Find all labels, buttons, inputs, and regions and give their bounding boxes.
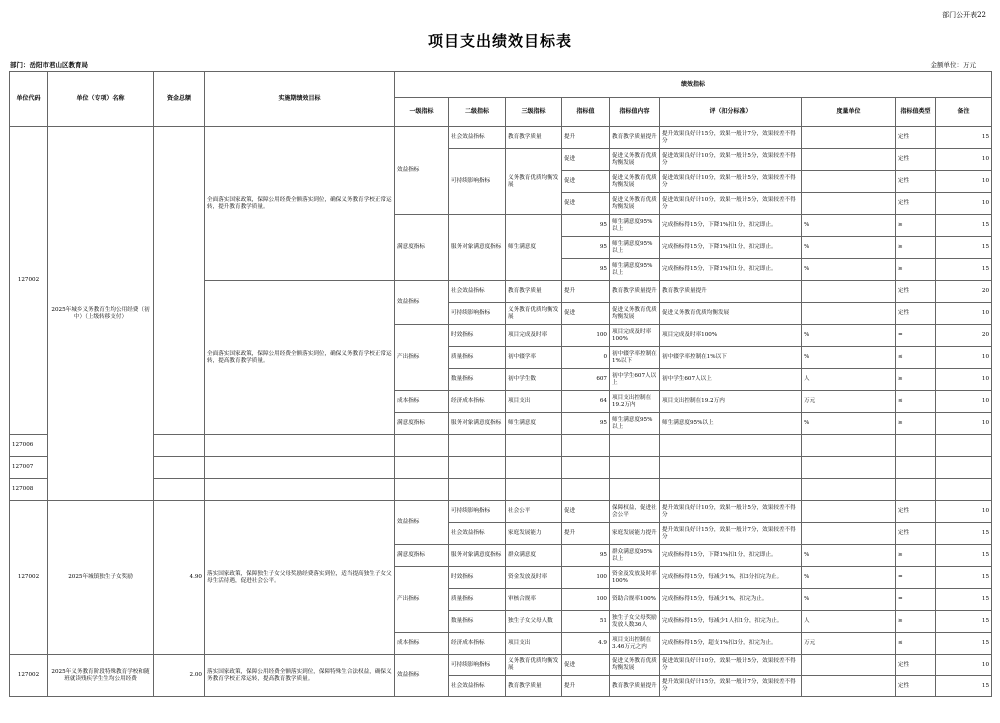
value-cell: 95 (562, 215, 610, 237)
standard-cell: 完成指标得15分，每减少1%，扣3分扣完为止。 (660, 567, 802, 589)
note-cell: 20 (936, 325, 992, 347)
content-cell: 群众满意度95%以上 (610, 545, 660, 567)
l1-cell: 成本指标 (395, 391, 449, 413)
fund-total: 4.90 (154, 501, 205, 655)
standard-cell: 促进效果良好计10分，效果一般计5分，效果较差不得分 (660, 171, 802, 193)
note-cell: 15 (936, 523, 992, 545)
type-cell: = (896, 325, 936, 347)
measure-cell (802, 281, 896, 303)
note-cell: 15 (936, 633, 992, 655)
content-cell: 师生满意度95%以上 (610, 237, 660, 259)
content-cell: 初中学生607人以上 (610, 369, 660, 391)
content-cell: 保障权益，促进社会公平 (610, 501, 660, 523)
unit-code: 127002 (10, 655, 48, 697)
unit-code: 127002 (10, 127, 48, 435)
note-cell: 10 (936, 347, 992, 369)
note-cell: 10 (936, 655, 992, 676)
l2-cell: 经济成本指标 (449, 391, 506, 413)
unit-code: 127006 (10, 435, 48, 457)
l2-cell: 可持续影响指标 (449, 655, 506, 676)
l3-cell: 群众满意度 (506, 545, 562, 567)
table-row (10, 655, 992, 676)
standard-cell: 提升效果良好计15分，效果一般计7分，效果较差不得分 (660, 523, 802, 545)
page-code: 部门公开表22 (942, 11, 986, 19)
standard-cell: 项目完成及时率100% (660, 325, 802, 347)
value-cell: 促进 (562, 303, 610, 325)
type-cell: ≥ (896, 259, 936, 281)
content-cell: 促进义务教育优质均衡发展 (610, 149, 660, 171)
content-cell: 师生满意度95%以上 (610, 413, 660, 435)
l3-cell: 项目支出 (506, 633, 562, 655)
standard-cell: 促进效果良好计10分，效果一般计5分，效果较差不得分 (660, 149, 802, 171)
value-cell: 64 (562, 391, 610, 413)
l2-cell: 可持续影响指标 (449, 303, 506, 325)
type-cell: = (896, 589, 936, 611)
standard-cell: 提升效果良好计10分，效果一般计5分，效果较差不得分 (660, 501, 802, 523)
type-cell: 定性 (896, 281, 936, 303)
standard-cell: 完成指标得15分，每减少1人扣1分，扣完为止。 (660, 611, 802, 633)
content-cell: 师生满意度95%以上 (610, 259, 660, 281)
note-cell: 15 (936, 611, 992, 633)
value-cell: 95 (562, 259, 610, 281)
value-cell: 100 (562, 589, 610, 611)
l1-cell: 满意度指标 (395, 545, 449, 567)
l3-cell: 教育教学质量 (506, 676, 562, 697)
measure-cell: % (802, 567, 896, 589)
standard-cell: 促进效果良好计10分，效果一般计5分，效果较差不得分 (660, 655, 802, 676)
measure-cell: % (802, 545, 896, 567)
header-value: 指标值 (562, 98, 610, 127)
value-cell: 51 (562, 611, 610, 633)
type-cell: = (896, 567, 936, 589)
value-cell: 促进 (562, 193, 610, 215)
note-cell: 10 (936, 149, 992, 171)
measure-cell: % (802, 237, 896, 259)
type-cell: 定性 (896, 655, 936, 676)
measure-cell: % (802, 259, 896, 281)
content-cell: 教育教学质量提升 (610, 676, 660, 697)
standard-cell: 完成指标得15分，每减少1%，扣完为止。 (660, 589, 802, 611)
standard-cell: 提升效果良好计15分，效果一般计7分，效果较差不得分 (660, 676, 802, 697)
note-cell: 15 (936, 237, 992, 259)
l2-cell: 服务对象满意度指标 (449, 413, 506, 435)
table-row (10, 501, 992, 523)
value-cell: 提升 (562, 523, 610, 545)
measure-cell: % (802, 347, 896, 369)
unit-code: 127007 (10, 457, 48, 479)
header-goal: 实施期绩效目标 (205, 72, 395, 127)
note-cell: 15 (936, 127, 992, 149)
header-fund: 资金总额 (154, 72, 205, 127)
l1-cell: 效益指标 (395, 127, 449, 215)
content-cell: 促进义务教育优质均衡发展 (610, 193, 660, 215)
note-cell: 15 (936, 567, 992, 589)
type-cell: 定性 (896, 676, 936, 697)
content-cell: 资助合规率100% (610, 589, 660, 611)
l3-cell: 义务教育优质均衡发展 (506, 149, 562, 215)
l1-cell: 效益指标 (395, 655, 449, 697)
note-cell: 10 (936, 391, 992, 413)
l2-cell: 数量指标 (449, 611, 506, 633)
header-code: 单位代码 (10, 72, 48, 127)
header-l2: 二级指标 (449, 98, 506, 127)
value-cell: 95 (562, 237, 610, 259)
value-cell: 607 (562, 369, 610, 391)
l2-cell: 可持续影响指标 (449, 149, 506, 215)
standard-cell: 初中学生607人以上 (660, 369, 802, 391)
content-cell: 促进义务教育优质均衡发展 (610, 171, 660, 193)
note-cell: 10 (936, 413, 992, 435)
l2-cell: 服务对象满意度指标 (449, 545, 506, 567)
goal-text: 全面落实国家政策，保障公用经费全额落实到位，确保义务教育学校正常运转，提升教育教学质量。 (205, 127, 395, 281)
value-cell: 促进 (562, 149, 610, 171)
note-cell: 15 (936, 545, 992, 567)
l1-cell: 产出指标 (395, 567, 449, 633)
type-cell: 定性 (896, 523, 936, 545)
l3-cell: 独生子女父母人数 (506, 611, 562, 633)
fund-total (154, 127, 205, 435)
amount-unit: 金额单位：万元 (930, 61, 976, 69)
type-cell: ≥ (896, 413, 936, 435)
value-cell: 促进 (562, 501, 610, 523)
measure-cell: % (802, 413, 896, 435)
l1-cell: 满意度指标 (395, 413, 449, 435)
value-cell: 提升 (562, 281, 610, 303)
measure-cell (802, 655, 896, 676)
measure-cell: 万元 (802, 633, 896, 655)
header-l3: 三级指标 (506, 98, 562, 127)
type-cell: 定性 (896, 149, 936, 171)
measure-cell: % (802, 589, 896, 611)
l3-cell: 教育教学质量 (506, 281, 562, 303)
content-cell: 资金及发放及时率100% (610, 567, 660, 589)
note-cell: 15 (936, 589, 992, 611)
l2-cell: 可持续影响指标 (449, 501, 506, 523)
value-cell: 100 (562, 325, 610, 347)
l1-cell: 效益指标 (395, 501, 449, 545)
l1-cell: 产出指标 (395, 325, 449, 391)
standard-cell: 师生满意度95%以上 (660, 413, 802, 435)
measure-cell (802, 171, 896, 193)
type-cell: ≥ (896, 369, 936, 391)
note-cell: 10 (936, 193, 992, 215)
standard-cell: 教育教学质量提升 (660, 281, 802, 303)
type-cell: 定性 (896, 193, 936, 215)
note-cell: 10 (936, 501, 992, 523)
l3-cell: 家庭发展能力 (506, 523, 562, 545)
measure-cell: % (802, 215, 896, 237)
l3-cell: 审核合规率 (506, 589, 562, 611)
type-cell: 定性 (896, 303, 936, 325)
value-cell: 促进 (562, 171, 610, 193)
l3-cell: 项目支出 (506, 391, 562, 413)
content-cell: 项目完成及时率100% (610, 325, 660, 347)
type-cell: ≤ (896, 347, 936, 369)
l3-cell: 初中学生数 (506, 369, 562, 391)
note-cell: 15 (936, 259, 992, 281)
page-title: 项目支出绩效目标表 (427, 32, 572, 50)
standard-cell: 完成指标得15分，下降1%扣1分，扣完即止。 (660, 545, 802, 567)
l3-cell: 初中辍学率 (506, 347, 562, 369)
l2-cell: 社会效益指标 (449, 281, 506, 303)
note-cell: 20 (936, 281, 992, 303)
goal-text: 落实国家政策，保障公用经费全额落实到位，保障特殊生合法权益，确保义务教育学校正常运转，提高教育教学质量。 (205, 655, 395, 697)
l2-cell: 数量指标 (449, 369, 506, 391)
header-note: 备注 (936, 98, 992, 127)
header-standard: 评（扣分标准） (660, 98, 802, 127)
header-row-1 (10, 72, 992, 98)
value-cell: 0 (562, 347, 610, 369)
unit-code: 127002 (10, 501, 48, 655)
standard-cell: 初中辍学率控制在1%以下 (660, 347, 802, 369)
content-cell: 初中辍学率控制在1%以下 (610, 347, 660, 369)
header-indicators: 绩效指标 (395, 72, 992, 98)
header-name: 单位（专项）名称 (48, 72, 154, 127)
l3-cell: 项目完成及时率 (506, 325, 562, 347)
content-cell: 教育教学质量提升 (610, 127, 660, 149)
project-name: 2025年城乡义务教育生均公用经费（初中）（上级转移支付） (48, 127, 154, 501)
header-l1: 一级指标 (395, 98, 449, 127)
content-cell: 教育教学质量提升 (610, 281, 660, 303)
type-cell: 定性 (896, 501, 936, 523)
l3-cell: 义务教育优质均衡发展 (506, 303, 562, 325)
l2-cell: 质量指标 (449, 347, 506, 369)
l2-cell: 质量指标 (449, 589, 506, 611)
standard-cell: 提升效果良好计15分，效果一般计7分，效果较差不得分 (660, 127, 802, 149)
unit-code: 127008 (10, 479, 48, 501)
measure-cell: 人 (802, 369, 896, 391)
type-cell: ≥ (896, 545, 936, 567)
value-cell: 促进 (562, 655, 610, 676)
blank-row (10, 435, 992, 457)
measure-cell (802, 523, 896, 545)
value-cell: 提升 (562, 127, 610, 149)
l3-cell: 师生满意度 (506, 215, 562, 281)
note-cell: 10 (936, 369, 992, 391)
standard-cell: 促进效果良好计10分，效果一般计5分，效果较差不得分 (660, 193, 802, 215)
measure-cell (802, 676, 896, 697)
value-cell: 95 (562, 413, 610, 435)
l3-cell: 义务教育优质均衡发展 (506, 655, 562, 676)
blank-row (10, 457, 992, 479)
l2-cell: 经济成本指标 (449, 633, 506, 655)
content-cell: 项目支出控制在3.46万元之内 (610, 633, 660, 655)
l2-cell: 社会效益指标 (449, 127, 506, 149)
standard-cell: 完成指标得15分，下降1%扣1分，扣完即止。 (660, 215, 802, 237)
value-cell: 100 (562, 567, 610, 589)
measure-cell (802, 127, 896, 149)
standard-cell: 促进义务教育优质均衡发展 (660, 303, 802, 325)
type-cell: ≤ (896, 391, 936, 413)
project-name: 2025年城镇独生子女奖励 (48, 501, 154, 655)
l2-cell: 服务对象满意度指标 (449, 215, 506, 281)
performance-table (9, 71, 992, 697)
standard-cell: 完成指标得15分，超支1%扣3分，扣完为止。 (660, 633, 802, 655)
note-cell: 10 (936, 171, 992, 193)
measure-cell: 人 (802, 611, 896, 633)
l3-cell: 教育教学质量 (506, 127, 562, 149)
table-row (10, 127, 992, 149)
l3-cell: 资金发放及时率 (506, 567, 562, 589)
note-cell: 10 (936, 303, 992, 325)
l2-cell: 社会效益指标 (449, 523, 506, 545)
content-cell: 师生满意度95%以上 (610, 215, 660, 237)
l3-cell: 社会公平 (506, 501, 562, 523)
type-cell: 定性 (896, 171, 936, 193)
measure-cell (802, 193, 896, 215)
measure-cell (802, 303, 896, 325)
content-cell: 独生子女父母奖励发放人数36人 (610, 611, 660, 633)
measure-cell: 万元 (802, 391, 896, 413)
type-cell: ≥ (896, 215, 936, 237)
l1-cell: 满意度指标 (395, 215, 449, 281)
goal-text: 落实国家政策，保障独生子女父母奖励经费落实到位，适当提高独生子女父母生活待遇，促进社会公平。 (205, 501, 395, 655)
l2-cell: 社会效益指标 (449, 676, 506, 697)
value-cell: 95 (562, 545, 610, 567)
header-type: 指标值类型 (896, 98, 936, 127)
fund-total: 2.00 (154, 655, 205, 697)
content-cell: 家庭发展能力提升 (610, 523, 660, 545)
standard-cell: 项目支出控制在19.2万内 (660, 391, 802, 413)
content-cell: 促进义务教育优质均衡发展 (610, 303, 660, 325)
department-label: 部门：岳阳市君山区教育局 (10, 61, 88, 69)
standard-cell: 完成指标得15分，下降1%扣1分，扣完即止。 (660, 237, 802, 259)
measure-cell: % (802, 325, 896, 347)
l1-cell: 成本指标 (395, 633, 449, 655)
goal-text: 全面落实国家政策，保障公用经费全额落实到位，确保义务教育学校正常运转，提高教育教学质量。 (205, 281, 395, 435)
blank-row (10, 479, 992, 501)
header-measure: 度量单位 (802, 98, 896, 127)
type-cell: 定性 (896, 127, 936, 149)
l2-cell: 时效指标 (449, 567, 506, 589)
content-cell: 促进义务教育优质均衡发展 (610, 655, 660, 676)
type-cell: ≥ (896, 611, 936, 633)
note-cell: 15 (936, 676, 992, 697)
note-cell: 15 (936, 215, 992, 237)
content-cell: 项目支出控制在19.2万内 (610, 391, 660, 413)
header-content: 指标值内容 (610, 98, 660, 127)
l2-cell: 时效指标 (449, 325, 506, 347)
standard-cell: 完成指标得15分，下降1%扣1分，扣完即止。 (660, 259, 802, 281)
value-cell: 提升 (562, 676, 610, 697)
measure-cell (802, 149, 896, 171)
l1-cell: 效益指标 (395, 281, 449, 325)
l3-cell: 师生满意度 (506, 413, 562, 435)
project-name: 2025年义务教育阶段特殊教育学校和随班就读残疾学生生均公用经费 (48, 655, 154, 697)
value-cell: 4.9 (562, 633, 610, 655)
type-cell: ≤ (896, 633, 936, 655)
type-cell: ≥ (896, 237, 936, 259)
measure-cell (802, 501, 896, 523)
